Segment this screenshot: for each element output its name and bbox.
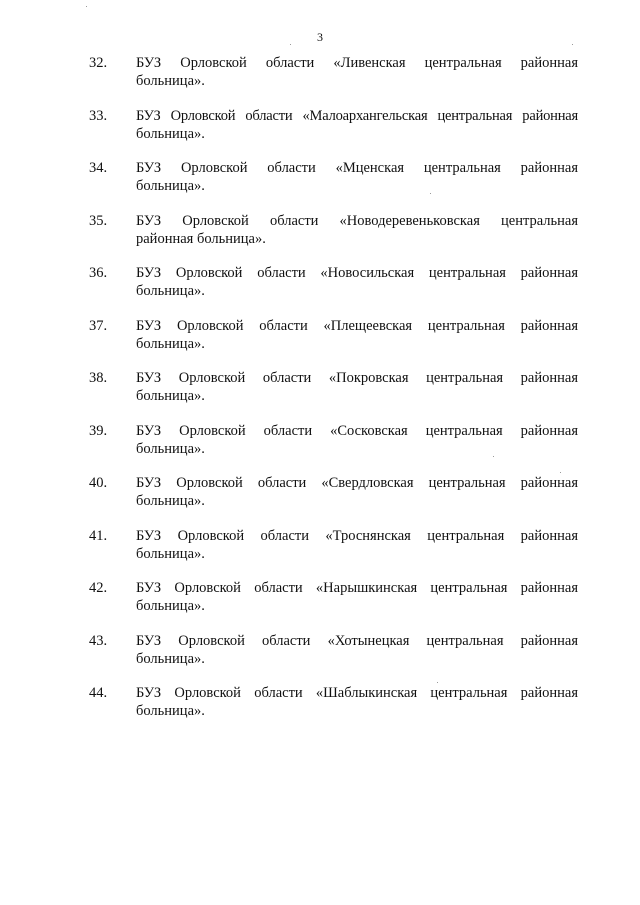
item-number: 34. (89, 160, 108, 176)
item-text-line1: БУЗ Орловской области «Малоархангельская центральная районная (136, 107, 578, 124)
list-item (0, 527, 640, 580)
item-text-line2: больница». (136, 125, 205, 142)
item-text-line2: больница». (136, 703, 205, 719)
item-number: 32. (89, 55, 108, 71)
item-text-line1: БУЗ Орловской области «Троснянская центральная районная (136, 527, 578, 544)
item-text (136, 632, 578, 668)
list-item (0, 579, 640, 632)
item-text (136, 579, 578, 615)
list-item (0, 474, 640, 527)
list-item (0, 317, 640, 370)
list-item (0, 212, 640, 265)
item-text-line2: больница». (136, 73, 205, 89)
scan-speck (493, 456, 494, 457)
item-text-line1: БУЗ Орловской области «Покровская центральная районная (136, 370, 578, 386)
item-text (136, 684, 578, 720)
scan-speck (430, 193, 431, 194)
item-number: 43. (89, 632, 108, 649)
list-item (0, 684, 640, 737)
item-text-line2: больница». (136, 178, 205, 194)
list-item (0, 264, 640, 317)
item-text-line2: больница». (136, 598, 205, 614)
item-text (136, 107, 578, 143)
hospital-list (0, 54, 640, 737)
item-text (136, 317, 578, 353)
item-text-line2: больница». (136, 545, 205, 562)
item-number: 41. (89, 527, 108, 544)
item-text (136, 369, 578, 405)
item-text-line2: больница». (136, 650, 205, 667)
page-number: 3 (317, 30, 323, 44)
scan-speck (560, 472, 561, 473)
item-text-line2: больница». (136, 440, 205, 457)
item-text-line1: БУЗ Орловской области «Новосильская центральная районная (136, 265, 578, 281)
item-text (136, 474, 578, 510)
item-text-line1: БУЗ Орловской области «Ливенская центральная районная (136, 55, 578, 71)
item-text (136, 264, 578, 300)
item-text (136, 527, 578, 563)
item-text-line2: больница». (136, 335, 205, 352)
item-text-line1: БУЗ Орловской области «Шаблыкинская центральная районная (136, 685, 578, 701)
item-text-line2: больница». (136, 493, 205, 509)
item-text (136, 212, 578, 248)
item-text-line1: БУЗ Орловской области «Свердловская центральная районная (136, 475, 578, 491)
item-text-line2: больница». (136, 388, 205, 404)
item-text-line1: БУЗ Орловской области «Плещеевская центральная районная (136, 317, 578, 334)
item-number: 38. (89, 370, 108, 386)
item-text-line2: районная больница». (136, 230, 266, 247)
item-text (136, 422, 578, 458)
scan-speck (86, 6, 87, 7)
list-item (0, 369, 640, 422)
item-text (136, 159, 578, 195)
scan-speck (572, 44, 573, 45)
item-number: 36. (89, 265, 108, 281)
scan-speck (290, 44, 291, 45)
item-number: 35. (89, 212, 108, 229)
item-number: 39. (89, 422, 108, 439)
list-item (0, 422, 640, 475)
item-text-line2: больница». (136, 283, 205, 299)
item-text-line1: БУЗ Орловской области «Нарышкинская центральная районная (136, 580, 578, 596)
list-item (0, 632, 640, 685)
item-number: 37. (89, 317, 108, 334)
item-number: 40. (89, 475, 108, 491)
list-item (0, 54, 640, 107)
list-item (0, 159, 640, 212)
item-text-line1: БУЗ Орловской области «Хотынецкая центральная районная (136, 632, 578, 649)
item-text-line1: БУЗ Орловской области «Сосковская центральная районная (136, 422, 578, 439)
item-text-line1: БУЗ Орловской области «Мценская центральная районная (136, 160, 578, 176)
item-number: 33. (89, 107, 108, 124)
item-number: 44. (89, 685, 108, 701)
item-text-line1: БУЗ Орловской области «Новодеревеньковская центральная (136, 212, 578, 229)
list-item (0, 107, 640, 160)
scan-speck (437, 682, 438, 683)
item-text (136, 54, 578, 90)
item-number: 42. (89, 580, 108, 596)
